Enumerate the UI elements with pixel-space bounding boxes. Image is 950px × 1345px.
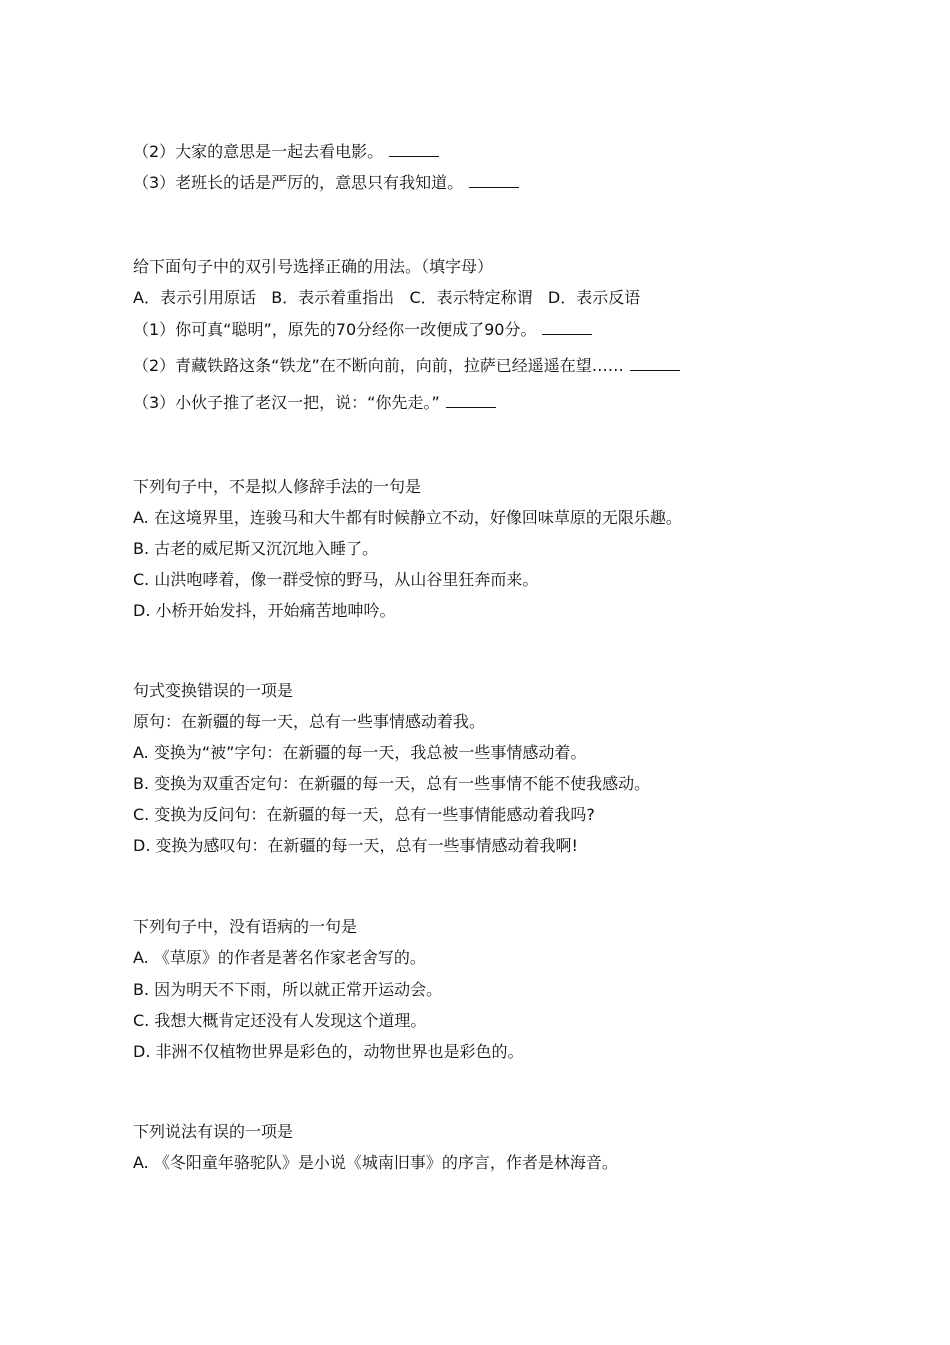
option-d[interactable]: D. 非洲不仅植物世界是彩色的，动物世界也是彩色的。	[133, 1042, 524, 1061]
item-text: （2）大家的意思是一起去看电影。	[133, 142, 384, 161]
option-d[interactable]: D. 小桥开始发抖，开始痛苦地呻吟。	[133, 601, 396, 620]
option-b[interactable]: B. 古老的威尼斯又沉沉地入睡了。	[133, 539, 379, 558]
option-a[interactable]: A. 《草原》的作者是著名作家老舍写的。	[133, 948, 426, 967]
item-text: （3）小伙子推了老汉一把，说：“你先走。”	[133, 393, 440, 412]
option-b[interactable]: B. 变换为双重否定句：在新疆的每一天，总有一些事情不能不使我感动。	[133, 774, 651, 793]
intro-item-3	[133, 170, 519, 196]
option-a[interactable]: A. 在这境界里，连骏马和大牛都有时候静立不动，好像回味草原的无限乐趣。	[133, 508, 682, 527]
option-a[interactable]: A. 《冬阳童年骆驼队》是小说《城南旧事》的序言，作者是林海音。	[133, 1153, 618, 1172]
answer-blank[interactable]	[469, 170, 519, 188]
question-prompt: 给下面句子中的双引号选择正确的用法。（填字母）	[133, 257, 494, 276]
option-c[interactable]: C. 变换为反问句：在新疆的每一天，总有一些事情能感动着我吗?	[133, 805, 595, 824]
question-prompt: 下列句子中，不是拟人修辞手法的一句是	[133, 477, 422, 496]
item-text: （2）青藏铁路这条“铁龙”在不断向前，向前，拉萨已经遥遥在望……	[133, 356, 624, 375]
quote-item-1	[133, 317, 592, 343]
original-sentence: 原句：在新疆的每一天，总有一些事情感动着我。	[133, 712, 486, 731]
quote-item-2	[133, 353, 680, 379]
intro-item-2	[133, 139, 439, 165]
answer-blank[interactable]	[630, 353, 680, 371]
item-text: （1）你可真“聪明”，原先的70分经你一改便成了90分。	[133, 320, 537, 339]
answer-blank[interactable]	[446, 390, 496, 408]
option-a[interactable]: A. 变换为“被”字句：在新疆的每一天，我总被一些事情感动着。	[133, 743, 587, 762]
option-d[interactable]: D. 变换为感叹句：在新疆的每一天，总有一些事情感动着我啊!	[133, 836, 578, 855]
option-c[interactable]: C. 我想大概肯定还没有人发现这个道理。	[133, 1011, 427, 1030]
answer-blank[interactable]	[542, 317, 592, 335]
item-text: （3）老班长的话是严厉的，意思只有我知道。	[133, 173, 464, 192]
answer-blank[interactable]	[389, 139, 439, 157]
question-options: A．表示引用原话 B．表示着重指出 C．表示特定称谓 D．表示反语	[133, 288, 641, 307]
question-prompt: 下列说法有误的一项是	[133, 1122, 294, 1141]
question-prompt: 下列句子中，没有语病的一句是	[133, 917, 358, 936]
question-prompt: 句式变换错误的一项是	[133, 681, 294, 700]
quote-item-3	[133, 390, 496, 416]
option-b[interactable]: B. 因为明天不下雨，所以就正常开运动会。	[133, 980, 443, 999]
option-c[interactable]: C. 山洪咆哮着，像一群受惊的野马，从山谷里狂奔而来。	[133, 570, 539, 589]
